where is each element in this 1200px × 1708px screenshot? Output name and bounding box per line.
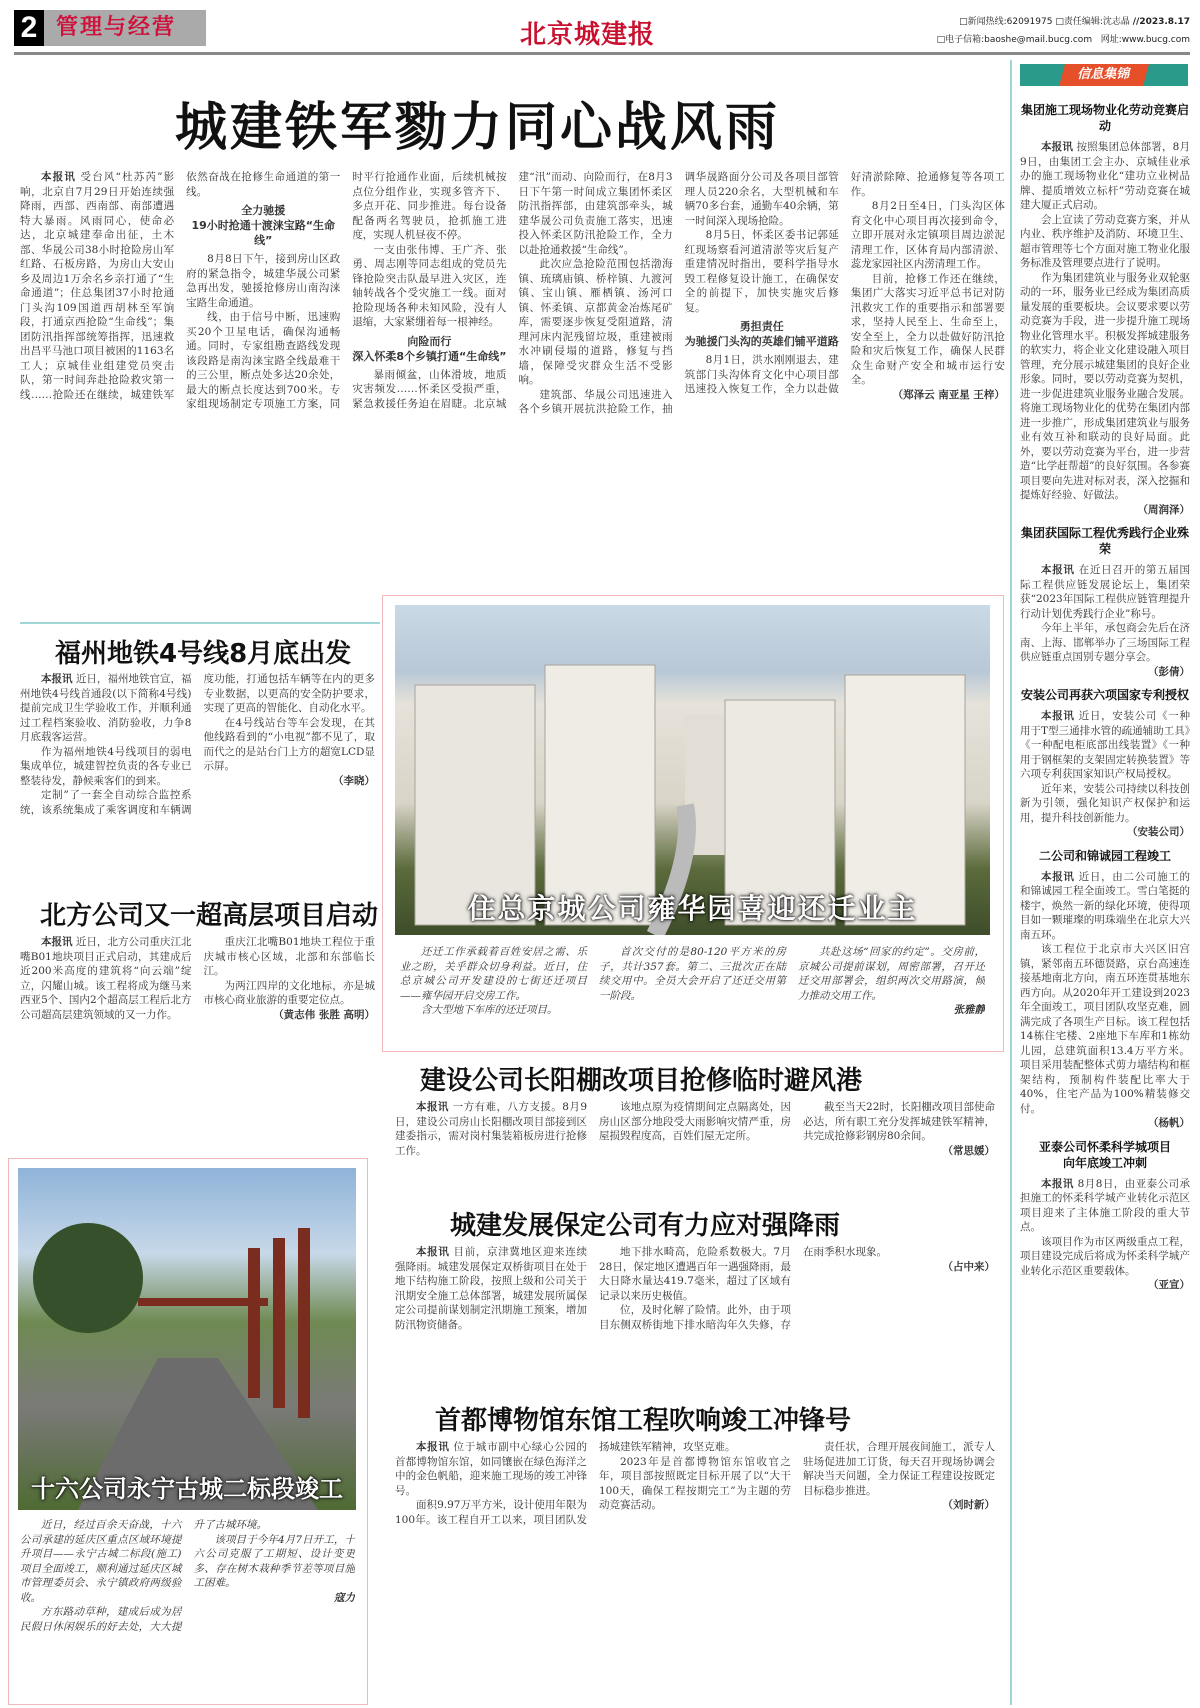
baoding-article: 本报讯 目前，京津冀地区迎来连续强降雨。城建发展保定双桥街项目在处于地下结构施工阶段，按照上级和公司关于汛期安全施工总体部署，城建发展所属保定公司提前谋划制定汛期施工预案，增加防汛物资储备。 地下排水畸高，危险系数极大。7月28日，保定地区遭遇百年一遇强降雨，最大日降水量达419.7毫米，超过了区域有记录以来历史极值。 位，及时化解了险情。此外，由于项目东侧双桥街地下排水暗沟年久失修，存在雨季积水现象。 （占中来） [395, 1246, 995, 1331]
fuzhou-article: 本报讯 近日，福州地铁官宣，福州地铁4号线首通段(以下简称4号线)提前完成卫生学验收工作，并顺利通过工程档案验收、消防验收，力争8月底载客运营。 作为福州地铁4号线项目的弱电集成单位，城建智控负责的各专业已整装待发，静候乘客们的到来。 定制”了一套全自动综合监控系统，该系统集成了乘客调度和车辆调度功能，打通包括车辆等在内的更多专业数据，以更高的安全防护要求，实现了更高的智能化、自动化水平。 在4号线站台等车会发现，在其他线路看到的“小电视”都不见了，取而代之的是站台门上方的超宽LCD显示屏。 （李晓） [20, 673, 375, 816]
jianshe-article: 本报讯 一方有难，八方支援。8月9日，建设公司房山长阳棚改项目部接到区建委指示，需对岗村集装箱板房进行抢修工作。 该地点原为疫情期间定点隔离处，因房山区部分地段受大雨影响灾情严重，房屋损毁程度高，百姓们屋无定所。 截至当天22时，长阳棚改项目部使命必达，所有职工充分发挥城建铁军精神，共完成抢修彩钢房80余间。 （常思媛） [395, 1101, 995, 1157]
sidebar-headline: 二公司和锦诚园工程竣工 [1038, 848, 1171, 863]
sidebar-article: 本报讯 8月8日，由亚泰公司承担施工的怀柔科学城产业转化示范区项目迎来了主体施工阶段的重大节点。 该项目作为市区两级重点工程，项目建设完成后将成为怀柔科学城产业转化示范区重要载体。 （亚宣） [1020, 1177, 1190, 1291]
header-rule [14, 52, 1190, 55]
sidebar-article: 本报讯 在近日召开的第五届国际工程供应链发展论坛上，集团荣获“2023年国际工程供应链管理提升行动计划优秀践行企业”称号。 今年上半年，承包商会先后在济南、上海、邯郸举办了三场国际工程供应链重点国别专题分享会。 （彭倩） [1020, 564, 1190, 678]
sidebar-headline: 集团施工现场物业化劳动竞赛启动 [1020, 103, 1189, 133]
museum-article: 本报讯 位于城市副中心绿心公园的首都博物馆东馆，如同镶嵌在绿色海洋之中的金色帆船，迎来施工现场的竣工冲锋号。 面积9.97万平方米，设计使用年限为100年。该工程自开工以来，项目团队发扬城建铁军精神，攻坚克难。 2023年是首都博物馆东馆收官之年，项目部按照既定目标开展了以“大干100天，确保工程按期完工”为主题的劳动竞赛活动。 责任状，合理开展夜间施工，派专人驻场促进加工订货，每天召开现场协调会解决当天问题，全力保证工程建设按既定目标稳步推进。 （刘时新） [395, 1441, 995, 1526]
main-headline: 城建铁军勠力同心战风雨 [175, 98, 781, 158]
header-meta-2: □电子信箱:baoshe@mail.bucg.com 网址:www.bucg.com [936, 35, 1190, 45]
ancient-town-road-photo [18, 1168, 356, 1510]
sidebar-article: 本报讯 近日，由二公司施工的和锦诚园工程全面竣工。雪白笔挺的楼宇，焕然一新的绿化环境，使得项目如一颗璀璨的明珠端坐在北京大兴南五环。 该工程位于北京市大兴区旧宫镇，紧邻南五环德贤路，京台高速连接基地南北方向，南五环连贯基地东西方向。从2020年开工建设到2023年全面竣工，项目团队攻坚克难，圆满完成了各项生产目标。该工程包括14栋住宅楼、2座地下车库和1栋幼儿园，总建筑面积13.4万平方米。项目采用装配整体式剪力墙结构和框架结构，预制构件装配比率大于40%，住宅产品为100%精装修交付。 （杨帆） [1020, 870, 1190, 1129]
sixteen-article: 近日，经过百余天奋战，十六公司承建的延庆区重点区域环境提升项目——永宁古城二标段(施工)项目全面竣工，顺利通过延庆区城市管理委员会、永宁镇政府两级验收。 方东路动草种，建成后成为居民假日休闲娱乐的好去处，大大提升了古城环境。 该项目于今年4月7日开工，十六公司克服了工期短、设计变更多、存在树木栽种季节差等项目施工困难。 寇力 [20, 1519, 355, 1633]
subhead: 勇担责任 为驰援门头沟的英雄们铺平道路 [684, 320, 839, 348]
beifang-article: 本报讯 近日，北方公司重庆江北嘴B01地块项目正式启动，其建成后近200米高度的建筑将“向云端”绽立，闪耀山城。该工程将成为继马来西亚5个、国内2个超高层工程后北方公司超高层建筑领域的又一力作。 重庆江北嘴B01地块工程位于重庆城市核心区域，北部和东部临长江。 为两江四岸的文化地标，亦是城市核心商业旅游的重要定位点。 （黄志伟 张胜 高明） [20, 936, 375, 1021]
road-illustration [18, 1168, 356, 1510]
baoding-headline: 城建发展保定公司有力应对强降雨 [450, 1211, 841, 1241]
residential-buildings-photo [395, 605, 990, 935]
buildings-illustration [395, 605, 990, 935]
divider [20, 622, 380, 624]
sidebar-tag: 信息集锦 [1020, 64, 1188, 86]
subhead: 向险而行 深入怀柔8个乡镇打通“生命线” [352, 334, 507, 363]
section-title: 管理与经营 [44, 10, 206, 46]
photo-caption: 十六公司永宁古城二标段竣工 [31, 1475, 343, 1503]
sidebar-headline: 亚泰公司怀柔科学城项目 向年底竣工冲刺 [1038, 1139, 1171, 1170]
sidebar-articles [1020, 94, 1190, 1704]
museum-headline: 首都博物馆东馆工程吹响竣工冲锋号 [435, 1406, 852, 1436]
sidebar-headline: 集团获国际工程优秀践行企业殊荣 [1020, 526, 1189, 556]
sidebar-article: 本报讯 按照集团总体部署，8月9日，由集团工会主办、京城佳业承办的施工现场物业化“建功立业树品牌、提质增效立标杆”劳动竞赛在城建大厦正式启动。 会上宣读了劳动竞赛方案，并从内业、秩序维护及消防、环境卫生、超市管理等七个方面对施工物业化服务标准及管理要点进行了说明。 作为集团建筑业与服务业双轮驱动的一环，服务业已经成为集团高质量发展的重要板块。会议要求要以劳动竞赛为手段，进一步提升施工现场物业化管理水平。积极发挥城建服务的软实力，将企业文化建设融入项目管理，充分展示城建集团的良好企业形象。同时，要以劳动竞赛为契机，进一步促进建筑业服务业融合发展。将施工现场物业化的优势在集团内部进一步推广，形成集团建筑业与服务业有效互补和联动的良好局面。此外，要以劳动竞赛为平台，进一步营造“比学赶帮超”的良好氛围。各参赛项目要向先进对标对表，深入挖掘和提炼好经验、好做法。 （周润泽） [1020, 141, 1190, 516]
main-article: 本报讯 受台风“杜苏芮”影响，北京自7月29日开始连续强降雨，西部、西南部、南部遭遇特大暴雨。风雨同心，使命必达，北京城建奉命出征，土木部、华晟公司38小时抢险房山军红路、石板房路，为房山大安山乡及周边1万余名乡亲打通了“生命通道”；住总集团37小时抢通门头沟109国道西胡林至军饷段，打通京西抢险“生命线”；集团防汛指挥部统筹指挥，迅速救出昌平马池口项目被困的1163名工人；京城佳业组建党员突击队，第一时间奔赴抢险救灾第一线……抢险还在继续，城建铁军依然奋战在抢修生命通道的第一线。 全力驰援 19小时抢通十渡涞宝路“生命线” 8月8日下午，接到房山区政府的紧急指令，城建华晟公司紧急再出发，驰援抢修房山南沟涞宝路生命通道。 线，由于信号中断，迅速购买20个卫星电话，确保沟通畅通。同时，专家组勘查路线发现该段路是南沟涞宝路全线最难干的三公里，断点处多达20余处，最大的断点长度达到700米。专家组现场制定专项施工方案，同时平行抢通作业面，后续机械按点位分组作业，实现多管齐下、多点开花、同步推进。每台设备配备两名驾驶员，抢抓施工进度，实现人机昼夜不停。 一支由张伟博、王广齐、张勇、周志刚等同志组成的党员先锋抢险突击队最早进入灾区，连轴转战各个受灾施工一线。面对抢险现场各种未知风险，没有人退缩，大家紧绷着每一根神经。 向险而行 深入怀柔8个乡镇打通“生命线” 暴雨倾盆，山体滑坡，地质灾害频发……怀柔区受损严重，紧急救援任务迫在眉睫。北京城建“汛”而动、向险而行，在8月3日下午第一时间成立集团怀柔区防汛指挥部，由建筑部牵头，城建华晟公司负责施工落实，迅速投入怀柔区防汛抢险工作，全力以赴抢通救援“生命线”。 此次应急抢险范围包括渤海镇、琉璃庙镇、桥梓镇、九渡河镇、宝山镇、雁栖镇、汤河口镇、怀柔镇、京都黄金冶炼尾矿库，需要逐步恢复受阻道路，清理河床内泥残留垃圾，重建被雨水冲刷侵塌的道路，修复与挡墙，保障受灾群众生活不受影响。 建筑部、华晟公司迅速进入各个乡镇开展抗洪抢险工作，抽调华晟路面分公司及各项目部管理人员220余名，大型机械和车辆70多台套，通勤车40余辆，第一时间深入现场抢险。 8月5日，怀柔区委书记郭延红现场察看河道清淤等灾后复产重建情况时指出，要科学指导水毁工程修复设计施工，在确保安全的前提下，加快实施灾后修复。 勇担责任 为驰援门头沟的英雄们铺平道路 8月1日，洪水刚刚退去，建筑部门头沟体育文化中心项目部迅速投入恢复工作，全力以赴做好清淤除障、抢通修复等各项工作。 8月2日至4日，门头沟区体育文化中心项目再次接到命令，立即开展对永定镇项目周边淤泥清理工作，区体育局内部清淤、蕊龙家园社区内涝清理工作。 目前，抢修工作还在继续，集团广大落实习近平总书记对防汛救灾工作的重要指示和部署要求，坚持人民至上、生命至上，安全至上，全力以赴做好防汛抢险和灾后恢复工作，确保人民群众生命财产安全和城市运行安全。 （郑泽云 南亚星 王梓） [20, 171, 1005, 415]
page-number: 2 [14, 10, 44, 46]
masthead: 北京城建报 [520, 20, 656, 50]
sidebar-headline: 安装公司再获六项国家专利授权 [1020, 688, 1189, 702]
sidebar-article: 本报讯 近日，安装公司《一种用于T型三通排水管的疏通辅助工具》《一种配电柜底部出线装置》《一种用于钢框架的支架固定转换装置》等六项专利获国家知识产权局授权。 近年来，安装公司持续以科技创新为引领，强化知识产权保护和运用，提升科技创新能力。 （安装公司） [1020, 710, 1190, 838]
photo-feature-article: 还迁工作承载着百姓安居之需、乐业之盼，关乎群众切身利益。近日，住总京城公司开发建设的七街还迁项目——雍华园开启交房工作。 含大型地下车库的还迁项目。 首次交付的是80-120平方米的房子，共计357套。第二、三批次正在陆续交用中。全员大会开启了还迁交用第一阶段。 共赴这场“回家的约定”。交房前，京城公司提前谋划，周密部署，召开还迁交用部署会，组织两次交用路演，倾力推动交用工作。 张雅静 [400, 946, 985, 1016]
jianshe-headline: 建设公司长阳棚改项目抢修临时避风港 [420, 1066, 863, 1096]
fuzhou-headline: 福州地铁4号线8月底出发 [55, 639, 352, 669]
photo-caption: 住总京城公司雍华园喜迎还迁业主 [467, 892, 918, 925]
header-meta-1: □新闻热线:62091975 □责任编辑:沈志晶 //2023.8.17 [959, 17, 1190, 27]
subhead: 全力驰援 19小时抢通十渡涞宝路“生命线” [191, 204, 335, 247]
beifang-headline: 北方公司又一超高层项目启动 [40, 901, 379, 931]
